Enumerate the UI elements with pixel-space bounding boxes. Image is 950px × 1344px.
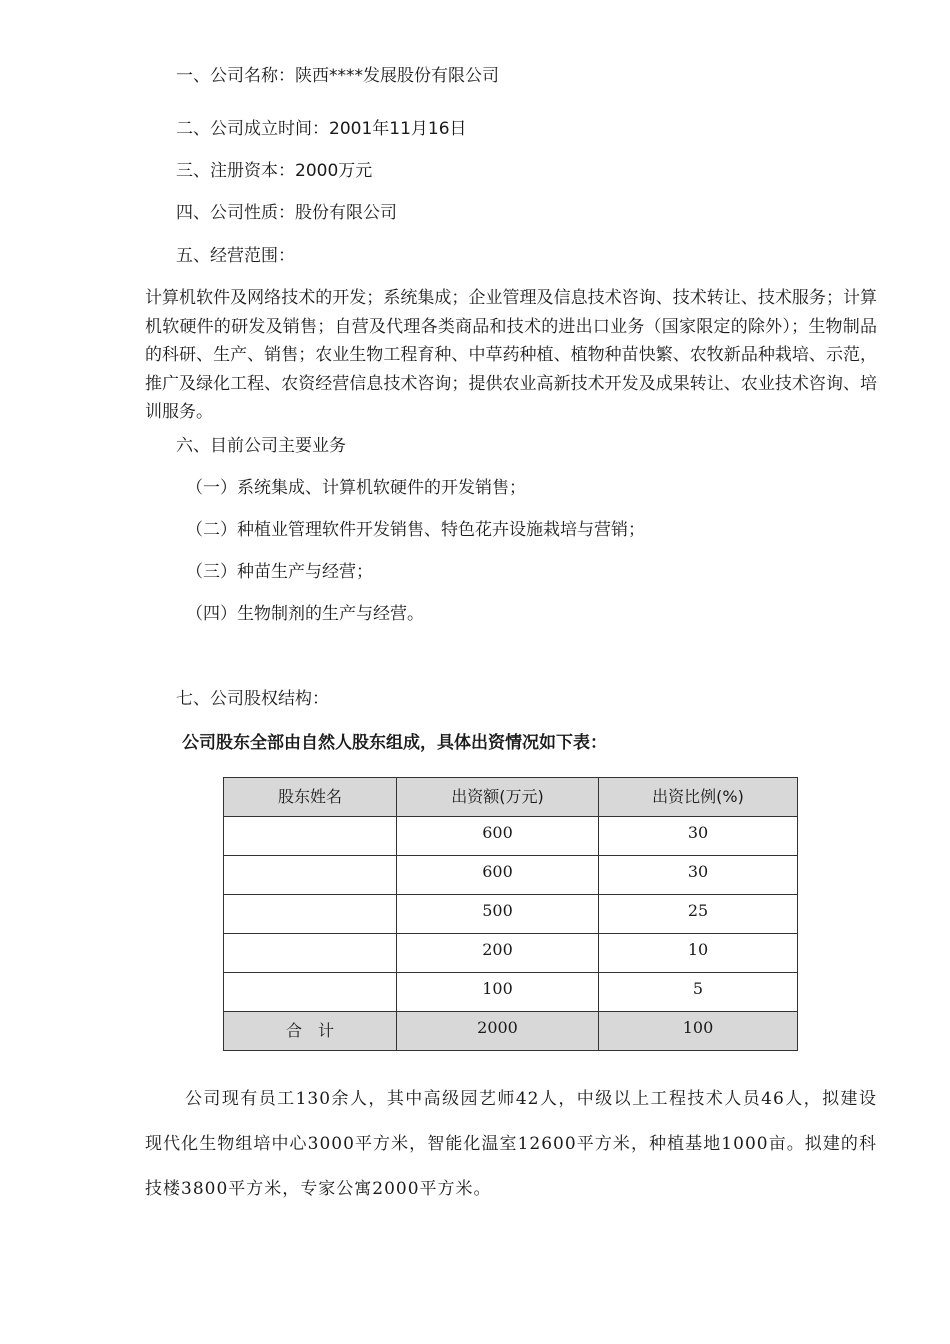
cell-shareholder xyxy=(224,934,397,973)
cell-amount: 600 xyxy=(397,817,599,856)
header-investment-ratio: 出资比例(%) xyxy=(599,778,798,817)
table-row xyxy=(224,895,798,934)
cell-ratio: 10 xyxy=(599,934,798,973)
business-scope-title: 五、经营范围： xyxy=(176,246,295,266)
closing-paragraph: 公司现有员工130余人，其中高级园艺师42人，中级以上工程技术人员46人，拟建设现代化生物组培中心3000平方米，智能化温室12600平方米，种植基地1000亩。拟建的科技楼3800平方米，专家公寓2000平方米。 xyxy=(145,1089,877,1199)
table-header-row xyxy=(224,778,798,817)
main-business-item: （一）系统集成、计算机软硬件的开发销售； xyxy=(186,478,526,498)
total-label: 合 计 xyxy=(224,1012,397,1051)
table-row xyxy=(224,973,798,1012)
table-row xyxy=(224,856,798,895)
business-scope-text: 计算机软件及网络技术的开发；系统集成；企业管理及信息技术咨询、技术转让、技术服务；计算机软硬件的研发及销售；自营及代理各类商品和技术的进出口业务（国家限定的除外）；生物制品的科研、生产、销售；农业生物工程育种、中草药种植、植物种苗快繁、农牧新品种栽培、示范，推广及绿化工程、农资经营信息技术咨询；提供农业高新技术开发及成果转让、农业技术咨询、培训服务。 xyxy=(145,288,877,422)
cell-ratio: 25 xyxy=(599,895,798,934)
main-business-item: （二）种植业管理软件开发销售、特色花卉设施栽培与营销； xyxy=(186,520,645,540)
main-business-item: （四）生物制剂的生产与经营。 xyxy=(186,604,424,624)
company-nature: 四、公司性质：股份有限公司 xyxy=(176,203,397,223)
founding-date: 二、公司成立时间：2001年11月16日 xyxy=(176,119,467,139)
cell-shareholder xyxy=(224,817,397,856)
equity-structure-title: 七、公司股权结构： xyxy=(176,689,329,709)
header-investment-amount: 出资额(万元) xyxy=(397,778,599,817)
cell-amount: 600 xyxy=(397,856,599,895)
total-ratio: 100 xyxy=(599,1012,798,1051)
main-business-title: 六、目前公司主要业务 xyxy=(176,436,346,456)
total-amount: 2000 xyxy=(397,1012,599,1051)
company-name: 一、公司名称：陕西****发展股份有限公司 xyxy=(176,66,499,86)
cell-amount: 200 xyxy=(397,934,599,973)
table-row xyxy=(224,934,798,973)
table-row xyxy=(224,817,798,856)
cell-shareholder xyxy=(224,856,397,895)
equity-intro: 公司股东全部由自然人股东组成，具体出资情况如下表： xyxy=(182,733,607,753)
main-business-item: （三）种苗生产与经营； xyxy=(186,562,373,582)
cell-ratio: 30 xyxy=(599,817,798,856)
header-shareholder-name: 股东姓名 xyxy=(224,778,397,817)
cell-ratio: 30 xyxy=(599,856,798,895)
cell-ratio: 5 xyxy=(599,973,798,1012)
table-total-row xyxy=(224,1012,798,1051)
cell-shareholder xyxy=(224,973,397,1012)
equity-table xyxy=(223,777,798,1051)
cell-amount: 500 xyxy=(397,895,599,934)
cell-shareholder xyxy=(224,895,397,934)
cell-amount: 100 xyxy=(397,973,599,1012)
registered-capital: 三、注册资本：2000万元 xyxy=(176,161,373,181)
